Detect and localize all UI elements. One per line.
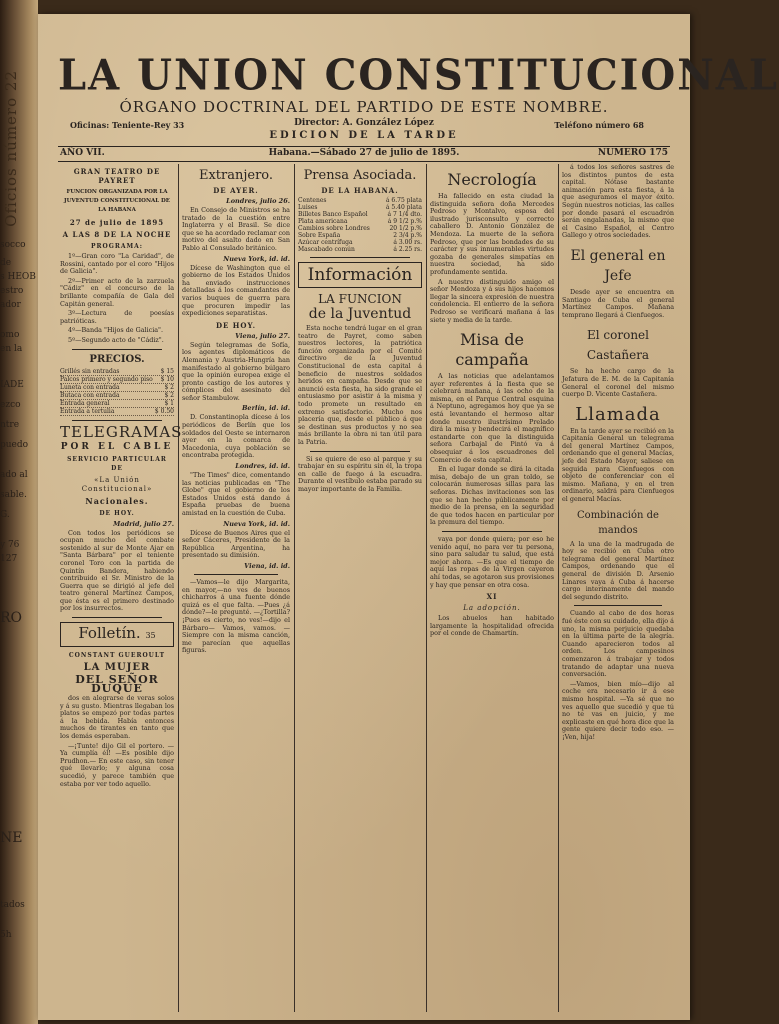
coronel-heading: El coronel Castañera bbox=[586, 328, 650, 363]
price-label: Entrada general bbox=[60, 399, 110, 407]
program-item: 5º—Segundo acto de "Cádiz". bbox=[68, 335, 164, 344]
nacionales-heading: Nacionales. bbox=[85, 495, 149, 506]
chapter-text: Los abuelos han habitado largamente la hospitalidad ofrecida por el conde de Chamartín. bbox=[430, 614, 554, 638]
folletin-continuation: vaya por donde quiera; por eso he venido aquí, no para ver tu persona, sino para saludar tu salud, que está mejor ahora. —Es que el tiempo de aquí las ropas de la Virgen cayeron ahí todas, se agotaron sus provisiones y hay que pensar en otra cosa. bbox=[430, 534, 554, 589]
cable-heading: POR EL CABLE bbox=[60, 441, 174, 452]
market-value: á 9 1/2 p.% bbox=[387, 218, 422, 225]
market-row bbox=[298, 225, 422, 232]
market-label: Cambios sobre Londres bbox=[298, 225, 370, 232]
cable-text: En Consejo de Ministros se ha tratado de la cuestión entre Inglaterra y el Brasil. Se dice que se ha acordado reclamar con motivo del asalto dado en San Pablo al Consulado británico. bbox=[182, 206, 291, 252]
market-row bbox=[298, 197, 422, 204]
director-line: Director: A. González López bbox=[294, 118, 434, 128]
newspaper-title: LA UNION CONSTITUCIONAL bbox=[58, 50, 779, 101]
divider bbox=[310, 451, 410, 452]
price-value: $ 0.50 bbox=[154, 407, 174, 415]
spine-fragment: IADE bbox=[0, 380, 24, 390]
column-rule bbox=[294, 164, 295, 1012]
spine-fragment: puedo bbox=[0, 440, 29, 450]
divider bbox=[72, 349, 162, 350]
market-label: Luises bbox=[298, 204, 318, 211]
spine-fragment: RO bbox=[0, 610, 23, 626]
price-row bbox=[60, 384, 174, 392]
dateline-viena: Viena, julio 27. bbox=[235, 331, 290, 340]
spine-fragment: de bbox=[0, 258, 12, 268]
price-value: $ 2 bbox=[164, 391, 174, 399]
column-5 bbox=[562, 164, 674, 1014]
price-label: Luneta con entrada bbox=[60, 383, 120, 391]
dateline-londres: Londres, julio 26. bbox=[226, 197, 290, 205]
program-item: 4º—Banda "Hijos de Galicia". bbox=[68, 326, 164, 335]
novel-title-2: DEL SEÑOR DUQUE bbox=[75, 673, 159, 696]
year-label: AÑO VII. bbox=[60, 148, 105, 158]
misa-heading: Misa de campaña bbox=[455, 330, 529, 370]
spine-fragment: y 76 bbox=[0, 540, 20, 550]
dateline-viena: Viena, id. id. bbox=[244, 561, 290, 570]
spine-label: Oficios número 22 bbox=[2, 70, 20, 227]
prices-table bbox=[60, 368, 174, 416]
dateline-nueva-york: Nueva York, id. id. bbox=[223, 519, 290, 528]
cable-text: Según telegramas de Sofía, los agentes diplomáticos de Alemania y Austria-Hungría han manifestado al gobierno búlgaro que la opinión europea exige el pronto castigo de los autores y cómplices del asesinato del señor Stambulow. bbox=[182, 340, 290, 402]
folletin-heading bbox=[60, 622, 174, 647]
cable-text: Dícese de Buenos Aires que el señor Cáceres, Presidente de la República Argentina, ha presentado su dimisión. bbox=[182, 528, 290, 560]
market-value: 2 3/4 p.% bbox=[393, 232, 422, 239]
divider bbox=[310, 257, 410, 258]
market-row bbox=[298, 218, 422, 225]
general-text: Desde ayer se encuentra en Santiago de Cuba el general Martínez Campos. Mañana temprano llegará á Cienfuegos. bbox=[562, 287, 674, 319]
price-label: Palcos primero y segundo piso bbox=[60, 375, 153, 383]
spine-fragment: omo bbox=[0, 330, 20, 340]
edition-label: EDICION DE LA TARDE bbox=[269, 130, 459, 141]
masthead bbox=[38, 14, 779, 158]
price-label: Grillés sin entradas bbox=[60, 367, 120, 375]
price-value: $ 2 bbox=[164, 383, 174, 391]
dateline-nueva-york: Nueva York, id. id. bbox=[223, 254, 290, 263]
issue-number: NUMERO 175 bbox=[597, 148, 668, 158]
column-rule bbox=[426, 164, 427, 1012]
funcion-subtitle: de la Juventud bbox=[308, 306, 412, 322]
book-binding bbox=[0, 0, 38, 1024]
general-heading: El general en Jefe bbox=[570, 247, 666, 284]
misa-text: En el lugar donde se dirá la citada misa, debajo de un gran toldo, se colocarán numerosas sillas para las señoras. Dichas invitaciones son las que se han hecho públicamente por medio de la prensa, en la seguridad de que todos hacen en particular por la premura del tiempo. bbox=[430, 465, 554, 527]
necrologia-heading: Necrología bbox=[447, 170, 537, 189]
market-value: á 7 1/4 dto. bbox=[387, 211, 422, 218]
market-value: á 3.00 rs. bbox=[393, 239, 422, 246]
folletin-title: Folletín. bbox=[78, 624, 141, 643]
informacion-heading: Información bbox=[298, 262, 422, 288]
dateline bbox=[58, 146, 670, 162]
market-row bbox=[298, 211, 422, 218]
newspaper-subtitle: ÓRGANO DOCTRINAL DEL PARTIDO DE ESTE NOMBRE. bbox=[119, 98, 609, 116]
de-hoy-label: DE HOY. bbox=[215, 320, 257, 330]
spine-fragment: tados bbox=[0, 900, 25, 910]
phone-number: Teléfono número 68 bbox=[554, 120, 644, 130]
funcion-title: LA FUNCION bbox=[318, 292, 402, 306]
program-item: 2º—Primer acto de la zarzuela "Cádiz" en el concurso de la brillante compañía de Gala del Capitán general. bbox=[60, 276, 174, 308]
spine-fragment: ado al bbox=[0, 470, 28, 480]
divider bbox=[72, 420, 162, 421]
market-row bbox=[298, 204, 422, 211]
market-label: Mascabado común bbox=[298, 246, 355, 253]
theatre-time: A LAS 8 DE LA NOCHE bbox=[62, 230, 172, 239]
offices-address: Oficinas: Teniente-Rey 33 bbox=[70, 120, 185, 130]
spine-fragment: 127 bbox=[0, 554, 18, 564]
divider bbox=[442, 531, 542, 532]
folletin-continuation: —Vamos, bien mío—dijo al coche era necesario ir á ese mismo hospital. —Ya sé que no ves aquello que sucedió y que tú no te vas en juicio, y me explicaste en qué hora dice que la gente quiere decir todo eso. —¡Ven, hija! bbox=[562, 679, 674, 741]
service-label: SERVICIO PARTICULAR DE bbox=[67, 455, 167, 472]
program-item: 1º—Gran coro "La Caridad", de Rossini, cantado por el coro "Hijos de Galicia". bbox=[60, 252, 174, 276]
price-value: $ 1 bbox=[164, 399, 174, 407]
extranjero-heading: Extranjero. bbox=[198, 168, 274, 183]
price-row bbox=[60, 400, 174, 408]
folletin-continuation: —Vamos—le dijo Margarita, en mayor,—no ves de buenos chicharros á una fuente dónde quizá es el que falta. —Pues ¿á dónde?—le pregunté. —¿Tortilla? ¡Pues es cierto, no ves!—dijo el Bárbaro— Vamos, vamos. —Siempre con la misma canción, me parecían que aquellas figuras. bbox=[182, 577, 290, 655]
llamada-text: En la tarde ayer se recibió en la Capitanía General un telegrama del general Martínez Campos, ordenando que el general Macías, jefe del Estado Mayor, saliese en seguida para Cienfuegos con objeto de conferenciar con el mismo. Mañana, y en el tren ordinario, saldrá para Cienfuegos el general Macías. bbox=[562, 426, 674, 504]
price-row bbox=[60, 376, 174, 384]
prices-heading: PRECIOS. bbox=[89, 353, 145, 365]
funcion-text: Esta noche tendrá lugar en el gran teatro de Payret, como saben nuestros lectores, la patriótica función organizada por el Comité directivo de la Juventud Constitucional de esta capital á beneficio de nuestros soldados heridos en campaña. Desde que se anunció esta fiesta, ha sido grande el entusiasmo por asistir á la misma y todo promete un resultado en extremo satisfactorio. Mucho nos placería que, desde el público á que se destinan sus productos y no sea más brillante la obra ni tan útil para la Patria. bbox=[298, 324, 422, 446]
column-rule bbox=[558, 164, 559, 1012]
cable-text: "The Times" dice, comentando las noticias publicadas en "The Globe" que el gobierno de los Estados Unidos está dando á España pruebas de buena amistad en la cuestión de Cuba. bbox=[182, 471, 290, 517]
column-4 bbox=[430, 164, 554, 1014]
folletin-text: dos en alegrarse de veras solos y á su gusto. Mientras llegaban los platos se empezó por todas partes á la bebida. Había entonces muchos de tirantes en tanto que los demás esperaban. bbox=[60, 694, 174, 741]
spine-fragment: NE bbox=[0, 830, 23, 846]
price-value: $ 10 bbox=[160, 375, 174, 383]
spine-fragment: 5h bbox=[0, 930, 12, 940]
prensa-heading: Prensa Asociada. bbox=[303, 168, 417, 183]
market-row bbox=[298, 239, 422, 246]
divider bbox=[194, 574, 278, 575]
spine-fragment: estro bbox=[0, 286, 24, 296]
program-item: 3º—Lectura de poesías patrióticas. bbox=[60, 309, 174, 325]
dateline-berlin: Berlín, id. id. bbox=[241, 404, 290, 413]
column-rule bbox=[178, 164, 179, 1012]
de-hoy-label: DE HOY. bbox=[99, 509, 135, 517]
spine-fragment: socco bbox=[0, 240, 26, 250]
de-ayer-label: DE AYER. bbox=[213, 186, 259, 195]
spine-fragment: en la bbox=[0, 344, 23, 354]
market-label: Centenes bbox=[298, 197, 327, 204]
column-1 bbox=[60, 164, 183, 1014]
author-name: CONSTANT GUEROULT bbox=[68, 652, 166, 660]
telegramas-heading: TELEGRAMAS bbox=[60, 422, 183, 441]
dateline-madrid: Madrid, julio 27. bbox=[113, 519, 174, 528]
market-label: Azúcar centrífuga bbox=[298, 239, 353, 246]
price-label: Butaca con entrada bbox=[60, 391, 120, 399]
price-row bbox=[60, 392, 174, 400]
market-value: 20 1/2 p.% bbox=[389, 225, 422, 232]
issue-date: Habana.—Sábado 27 de julio de 1895. bbox=[268, 148, 460, 158]
spine-fragment: G. bbox=[0, 510, 10, 520]
market-label: Billetes Banco Español bbox=[298, 211, 368, 218]
spine-fragment: ezco bbox=[0, 400, 21, 410]
novel-title-1: LA MUJER bbox=[83, 662, 151, 674]
cable-text: Dícese de Washington que el gobierno de los Estados Unidos ha enviado instrucciones detalladas á los comandantes de varios buques de guerra para que procuren impedir las expediciones separatistas. bbox=[182, 263, 290, 318]
necrologia-text: A nuestro distinguido amigo el señor Mendoza y á sus hijos hacemos llegar la sincera expresión de nuestra condolencia. El entierro de la señora Pedroso se verificará mañana á las siete y media de la tarde. bbox=[430, 277, 554, 324]
llamada-heading: Llamada bbox=[575, 403, 661, 425]
market-row bbox=[298, 232, 422, 239]
market-value: á 5.40 plata bbox=[385, 204, 422, 211]
spine-fragment: ntre bbox=[0, 420, 20, 430]
theatre-subheading: FUNCION ORGANIZADA POR LA JUVENTUD CONSTITUCIONAL DE LA HABANA bbox=[64, 189, 170, 213]
folletin-dialogue: —¡Tunte! dijo Gil el portero. —Ya cumplía él! —Es posible dijo Prudhon.— En este caso, sin tener qué llevarlo; y alguna cosa sucedió, y parece también que estaba por ver todo aquello. bbox=[60, 741, 174, 788]
market-label: Sobre España bbox=[298, 232, 341, 239]
chapter-number: XI bbox=[486, 592, 498, 602]
market-label: Plata americana bbox=[298, 218, 348, 225]
column-3 bbox=[298, 164, 422, 1014]
divider bbox=[72, 617, 162, 618]
combinacion-text: A la una de la madrugada de hoy se recibió en Cuba otro telegrama del general Martínez Campos, ordenando que el general de división D. Arsenio Linares vaya á Cuba á hacerse cargo interinamente del mando del segundo distrito. bbox=[562, 539, 674, 601]
market-row bbox=[298, 246, 422, 253]
union-label: «La Unión Constitucional» bbox=[81, 475, 153, 493]
price-label: Entrada a tertulia bbox=[60, 407, 115, 415]
spine-fragment: sable. bbox=[0, 490, 27, 500]
market-value: á 6.75 plata bbox=[385, 197, 422, 204]
combinacion-heading: Combinación de mandos bbox=[577, 509, 659, 536]
theatre-date: 27 de julio de 1895 bbox=[69, 218, 165, 227]
theatre-heading: GRAN TEATRO DE PAYRET bbox=[73, 167, 161, 185]
market-value: á 2.25 rs. bbox=[393, 246, 422, 253]
misa-continuation: á todos los señores sastres de los distintos puntos de esta capital. Nótase bastante animación para esta fiesta, á la que aseguramos el mayor éxito. Según nuestros noticias, las calles por donde pasará el escuadrón serán engalanadas, la mismo que el Casino Español, el Centro Gallego y otros sociedades. bbox=[562, 163, 674, 240]
price-value: $ 15 bbox=[160, 367, 174, 375]
program-heading: PROGRAMA: bbox=[90, 243, 143, 250]
dateline-londres: Londres, id. id. bbox=[235, 462, 290, 471]
price-row bbox=[60, 368, 174, 376]
madrid-text: Con todos los periódicos se ocupan mucho del combate sostenido al sur de Monte Ajar en "Santa Bárbara" por el teniente coronel Toro con la partida de Quintín Bandera, habiendo contribuido el Sr. Ministro de la Guerra que se dirigió al jefe del teatro general Martínez Campos, que ésta es el primero destinado por los insurrectos. bbox=[60, 528, 174, 613]
misa-text: A las noticias que adelantamos ayer referentes á la fiesta que se celebrará mañana, á las ocho de la misma, en el Parque Central esquina á Neptuno, agregamos hoy que ya se está levantando el hermoso altar donde nuestro ilustrísimo Prelado dirá la misa y bendecirá el magnífico estandarte con que la distinguida señora Carbajal de Pintó va á obsequiar á los escuadrones del Comercio de esta capital. bbox=[430, 372, 554, 464]
cable-text: D. Constantinopla dícese á los periódicos de Berlín que los soldados del Oeste se internaron ayer en la comarca de Macedonia, cuya población se encontraba protegida. bbox=[182, 413, 290, 460]
coronel-text: Se ha hecho cargo de la Jefatura de E. M. de la Capitanía General el coronel del mismo cuerpo D. Vicente Castañera. bbox=[562, 367, 674, 399]
price-row bbox=[60, 408, 174, 416]
folletin-continuation: Cuando al cabo de dos horas fué éste con su cuidado, ella dijo á uno, la misma perjuicio quedaba en la última parte de la alegría. Cuando aparecieron todos al orden. Los campesinos comenzaron á trabajar y todos tratando de adaptar una nueva conversación. bbox=[562, 609, 674, 679]
newspaper-page bbox=[38, 14, 779, 1020]
folletin-number: 35 bbox=[145, 631, 156, 641]
market-table bbox=[298, 197, 422, 253]
spine-fragment: s HEOB bbox=[0, 272, 36, 282]
divider bbox=[574, 605, 662, 606]
spine-fragment: ador bbox=[0, 300, 21, 310]
necrologia-text: Ha fallecido en esta ciudad la distinguida señora doña Mercedes Pedroso y Montalvo, esposa del ilustrado jurisconsulto y correcto caballero D. Antonio González de Mendoza. La muerte de la señora Pedroso, que por las bondades de su carácter y sus innumerables virtudes gozaba de generales simpatías en nuestra sociedad, ha sido profundamente sentida. bbox=[430, 192, 554, 276]
column-2 bbox=[182, 164, 290, 1014]
habana-label: DE LA HABANA. bbox=[321, 186, 399, 195]
chapter-title: La adopción. bbox=[463, 604, 521, 613]
folletin-continuation: Si se quiere de eso al parque y su trabajar en su espíritu sin él, la tropa en calle de fuego á la escuadra. Durante el vestíbulo estaba parado su mayor importante de la Familia. bbox=[298, 454, 422, 493]
